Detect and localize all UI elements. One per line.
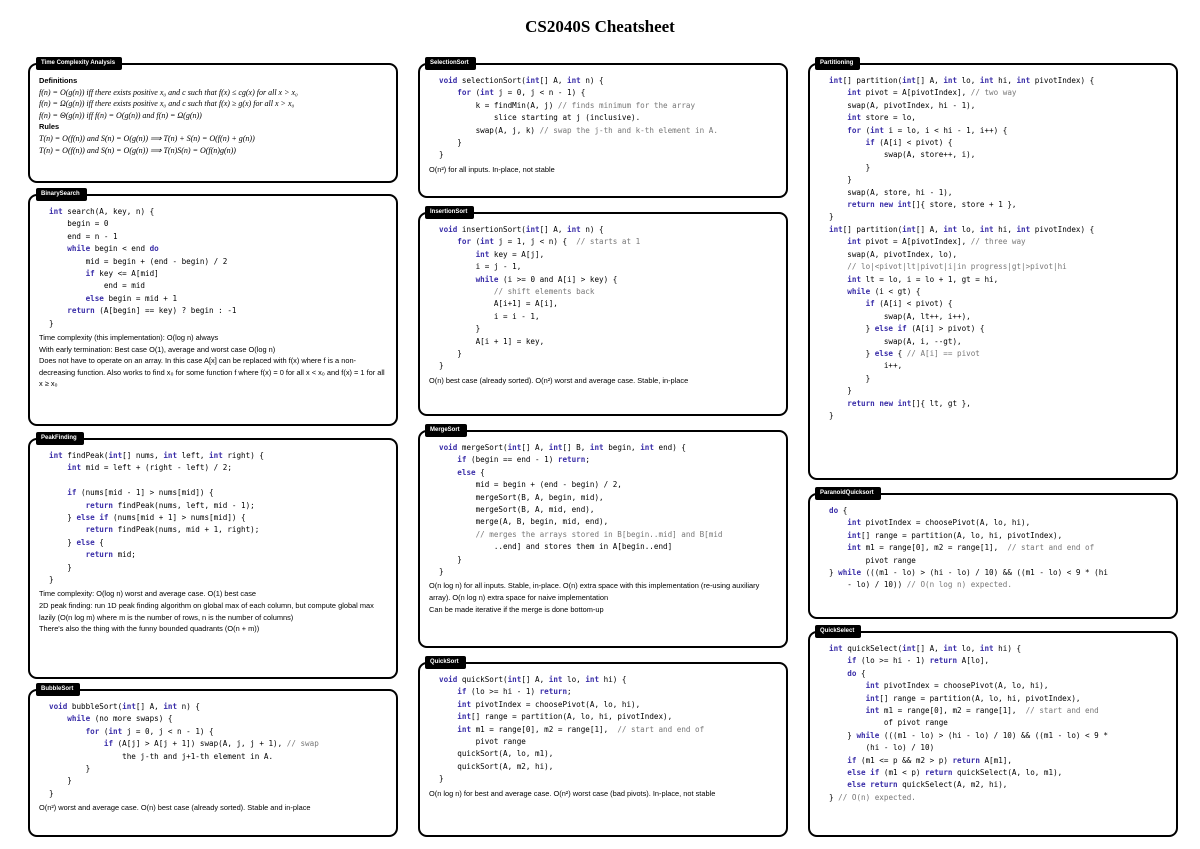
code-line: int m1 = range[0], m2 = range[1], // start and end of bbox=[847, 543, 1095, 553]
code-line: int search(A, key, n) { bbox=[49, 207, 155, 216]
section-tag: PeakFinding bbox=[36, 432, 84, 445]
code-line: } else if (nums[mid + 1] > nums[mid]) { bbox=[49, 513, 246, 523]
code-block bbox=[439, 442, 778, 578]
code-line: } bbox=[829, 410, 834, 420]
code-line: return mid; bbox=[85, 550, 136, 560]
code-line: int m1 = range[0], m2 = range[1], // start and end bbox=[865, 706, 1099, 716]
binary-search-box bbox=[28, 194, 398, 426]
code-line: return findPeak(nums, left, mid - 1); bbox=[85, 500, 255, 510]
code-line: swap(A, lt++, i++), bbox=[829, 311, 971, 321]
code-line: else return quickSelect(A, m2, hi), bbox=[847, 780, 1008, 790]
code-line: mergeSort(B, A, begin, mid), bbox=[439, 492, 604, 502]
code-line: return new int[]{ store, store + 1 }, bbox=[847, 200, 1017, 210]
notes-block bbox=[39, 802, 388, 814]
code-line: } bbox=[49, 318, 54, 328]
code-line: } else if (A[i] > pivot) { bbox=[829, 324, 985, 334]
code-line: int[] range = partition(A, lo, hi, pivotIndex), bbox=[865, 693, 1081, 703]
code-block bbox=[49, 450, 388, 586]
code-line: mid = begin + (end - begin) / 2 bbox=[49, 256, 228, 266]
code-line: void bubbleSort(int[] A, int n) { bbox=[49, 702, 200, 711]
code-line: while (no more swaps) { bbox=[67, 714, 173, 724]
code-line: mid = begin + (end - begin) / 2, bbox=[439, 480, 622, 490]
code-line: } bbox=[439, 361, 444, 371]
code-line: int pivot = A[pivotIndex], // two way bbox=[847, 88, 1017, 98]
note-line: O(n log n) for all inputs. Stable, in-place. O(n) extra space with this implementation (re-using auxiliary array). O(n log n) extra space for naive implementation bbox=[429, 581, 760, 603]
notes-block bbox=[429, 164, 778, 176]
code-line: } bbox=[439, 324, 481, 334]
code-line: for (int j = 0, j < n - 1) { bbox=[85, 726, 214, 736]
code-line: if (nums[mid - 1] > nums[mid]) { bbox=[67, 488, 214, 498]
note-line: O(n log n) for best and average case. O(n²) worst case (bad pivots). In-place, not stable bbox=[429, 788, 716, 798]
note-line: There's also the thing with the funny bounded quadrants (O(n + m)) bbox=[39, 624, 260, 634]
code-line: the j-th and j+1-th element in A. bbox=[49, 751, 274, 761]
code-line: } bbox=[439, 774, 444, 784]
section-tag: Partitioning bbox=[815, 57, 860, 70]
code-line: (hi - lo) / 10) bbox=[829, 743, 935, 753]
subheading: Rules bbox=[39, 122, 60, 132]
code-line: mergeSort(B, A, mid, end), bbox=[439, 505, 595, 515]
code-line: } bbox=[829, 373, 871, 383]
code-line: i = i - 1, bbox=[439, 311, 540, 321]
code-line: int pivotIndex = choosePivot(A, lo, hi), bbox=[457, 699, 641, 709]
code-line: return findPeak(nums, mid + 1, right); bbox=[85, 525, 260, 535]
quick-select-box bbox=[808, 631, 1178, 837]
code-line: void insertionSort(int[] A, int n) { bbox=[439, 225, 604, 234]
code-line: for (int i = lo, i < hi - 1, i++) { bbox=[847, 125, 1008, 135]
code-line: while (i >= 0 and A[i] > key) { bbox=[475, 274, 618, 284]
notes-block bbox=[429, 375, 778, 387]
time-complexity-box bbox=[28, 63, 398, 183]
code-line: } bbox=[829, 162, 871, 172]
code-line: int store = lo, bbox=[847, 113, 916, 123]
section-tag: BinarySearch bbox=[36, 188, 87, 201]
code-line: int[] range = partition(A, lo, hi, pivotIndex), bbox=[457, 712, 673, 722]
section-tag: ParanoidQuicksort bbox=[815, 487, 881, 500]
section-tag: MergeSort bbox=[425, 424, 467, 437]
quick-sort-box bbox=[418, 662, 788, 837]
code-line: } while (((m1 - lo) > (hi - lo) / 10) && ((m1 - lo) < 9 * bbox=[829, 730, 1108, 740]
note-line: With early termination: Best case O(1), average and worst case O(log n) bbox=[39, 344, 276, 354]
code-line: } bbox=[49, 788, 54, 798]
formula-line: T(n) = O(f(n)) and S(n) = O(g(n)) ⟹ T(n)S(n) = O(f(n)g(n)) bbox=[39, 145, 236, 155]
code-line: for (int j = 1, j < n) { // starts at 1 bbox=[457, 237, 641, 247]
formula-line: f(n) = Ω(g(n)) iff there exists positive x₀ and c such that f(x) ≥ g(x) for all x > x₀ bbox=[39, 99, 295, 109]
code-line: } bbox=[439, 567, 444, 577]
code-block bbox=[829, 505, 1168, 592]
code-line: slice starting at j (inclusive). bbox=[439, 113, 641, 123]
note-line: 2D peak finding: run 1D peak finding algorithm on global max of each column, but compute global max lazily (O(n log m) where m is the number of rows, n is the number of columns) bbox=[39, 601, 374, 622]
code-line: int mid = left + (right - left) / 2; bbox=[67, 463, 232, 473]
code-line: int[] range = partition(A, lo, hi, pivotIndex), bbox=[847, 530, 1063, 540]
code-line: else { bbox=[457, 467, 485, 477]
code-line: if (lo >= hi - 1) return; bbox=[457, 687, 572, 697]
bubble-sort-box bbox=[28, 689, 398, 837]
code-block bbox=[829, 75, 1168, 422]
code-line: swap(A, store++, i), bbox=[829, 150, 976, 160]
section-tag: Time Complexity Analysis bbox=[36, 57, 122, 70]
note-line: Can be made iterative if the merge is done bottom-up bbox=[429, 604, 604, 614]
notes-block bbox=[39, 588, 388, 634]
subheading: Definitions bbox=[39, 76, 78, 85]
code-line: } bbox=[829, 212, 834, 222]
code-line: int pivotIndex = choosePivot(A, lo, hi), bbox=[847, 518, 1031, 528]
code-line: do { bbox=[829, 506, 848, 515]
code-block bbox=[439, 224, 778, 373]
code-line: // lo|<pivot|lt|pivot|i|in progress|gt|>pivot|hi bbox=[847, 262, 1067, 272]
code-line: int[] partition(int[] A, int lo, int hi, int pivotIndex) { bbox=[829, 76, 1095, 85]
code-block bbox=[439, 674, 778, 786]
code-line: else begin = mid + 1 bbox=[85, 293, 178, 303]
code-line: swap(A, store, hi - 1), bbox=[829, 187, 953, 197]
code-block bbox=[829, 643, 1168, 804]
code-line bbox=[49, 475, 388, 487]
code-line: swap(A, pivotIndex, hi - 1), bbox=[829, 100, 976, 110]
notes-block bbox=[429, 788, 778, 800]
code-line: } // O(n) expected. bbox=[829, 792, 916, 802]
formula-line: T(n) = O(f(n)) and S(n) = O(g(n)) ⟹ T(n) + S(n) = O(f(n) + g(n)) bbox=[39, 133, 255, 143]
code-line: void selectionSort(int[] A, int n) { bbox=[439, 76, 604, 85]
code-block bbox=[439, 75, 778, 162]
code-line: int[] partition(int[] A, int lo, int hi, int pivotIndex) { bbox=[829, 224, 1095, 234]
code-line: if (m1 <= p && m2 > p) return A[m1], bbox=[847, 755, 1012, 765]
note-line: Does not have to operate on an array. In this case A[x] can be replaced with f(x) where f is a non-decreasing function. Also works to find x₀ for some function f where f(x) = 0 for all x < x₀ and f(x) = 1 for all x ≥ x₀ bbox=[39, 356, 385, 389]
code-line: while (i < gt) { bbox=[847, 286, 921, 296]
code-line: } bbox=[439, 554, 462, 564]
page-title: CS2040S Cheatsheet bbox=[525, 17, 675, 36]
code-line: return new int[]{ lt, gt }, bbox=[847, 398, 971, 408]
code-line: for (int j = 0, j < n - 1) { bbox=[457, 88, 586, 98]
code-line: } bbox=[439, 349, 462, 359]
selection-sort-box bbox=[418, 63, 788, 198]
code-line: end = n - 1 bbox=[49, 231, 118, 241]
code-line: } bbox=[49, 776, 72, 786]
code-line: pivot range bbox=[439, 737, 526, 747]
code-line: int findPeak(int[] nums, int left, int right) { bbox=[49, 451, 264, 460]
formula-line: f(n) = Θ(g(n)) iff f(n) = O(g(n)) and f(n) = Ω(g(n)) bbox=[39, 110, 202, 120]
paranoid-quicksort-box bbox=[808, 493, 1178, 619]
code-line: i = j - 1, bbox=[439, 262, 522, 272]
code-line: } bbox=[49, 764, 91, 774]
code-line: i++, bbox=[829, 361, 903, 371]
code-line: A[i+1] = A[i], bbox=[439, 299, 558, 309]
code-line: int quickSelect(int[] A, int lo, int hi) { bbox=[829, 644, 1022, 653]
code-line: int lt = lo, i = lo + 1, gt = hi, bbox=[847, 274, 999, 284]
notes-block bbox=[429, 580, 778, 615]
code-line: } bbox=[439, 150, 444, 160]
code-line: pivot range bbox=[829, 555, 916, 565]
code-line: } bbox=[49, 562, 72, 572]
code-line: else if (m1 < p) return quickSelect(A, lo, m1), bbox=[847, 768, 1063, 778]
code-line: int m1 = range[0], m2 = range[1], // start and end of bbox=[457, 724, 705, 734]
code-line: } bbox=[829, 175, 852, 185]
code-line: if (begin == end - 1) return; bbox=[457, 455, 590, 465]
formula-line: f(n) = O(g(n)) iff there exists positive x₀ and c such that f(x) ≤ cg(x) for all x > x₀ bbox=[39, 87, 298, 97]
code-line: void quickSort(int[] A, int lo, int hi) { bbox=[439, 675, 627, 684]
code-line: } else { bbox=[49, 537, 104, 547]
partitioning-box bbox=[808, 63, 1178, 480]
code-line: } bbox=[49, 575, 54, 585]
note-line: Time complexity (this implementation): O(log n) always bbox=[39, 333, 219, 343]
section-tag: SelectionSort bbox=[425, 57, 476, 70]
section-tag: InsertionSort bbox=[425, 206, 474, 219]
code-line: return (A[begin] == key) ? begin : -1 bbox=[67, 306, 237, 316]
peak-finding-box bbox=[28, 438, 398, 679]
code-line: if (A[j] > A[j + 1]) swap(A, j, j + 1), // swap bbox=[103, 739, 319, 749]
code-line: } bbox=[829, 386, 852, 396]
code-line: - lo) / 10)) // O(n log n) expected. bbox=[829, 580, 1012, 590]
code-line: ..end] and stores them in A[begin..end] bbox=[439, 542, 673, 552]
code-block bbox=[49, 206, 388, 330]
code-line: if (A[i] < pivot) { bbox=[865, 138, 953, 148]
code-line: // merges the arrays stored in B[begin..mid] and B[mid bbox=[475, 529, 723, 539]
code-line: // shift elements back bbox=[493, 287, 595, 297]
code-line: swap(A, i, --gt), bbox=[829, 336, 962, 346]
section-tag: QuickSelect bbox=[815, 625, 861, 638]
code-line: do { bbox=[847, 668, 866, 678]
code-line: } else { // A[i] == pivot bbox=[829, 348, 980, 358]
code-line: swap(A, j, k) // swap the j-th and k-th element in A. bbox=[439, 125, 718, 135]
section-tag: QuickSort bbox=[425, 656, 466, 669]
merge-sort-box bbox=[418, 430, 788, 648]
code-line: of pivot range bbox=[829, 718, 948, 728]
code-line: if (A[i] < pivot) { bbox=[865, 299, 953, 309]
notes-block bbox=[39, 332, 388, 390]
code-line: k = findMin(A, j) // finds minimum for the array bbox=[439, 100, 696, 110]
text-block bbox=[39, 75, 388, 156]
code-line: while begin < end do bbox=[67, 244, 159, 254]
code-line: quickSort(A, m2, hi), bbox=[439, 761, 554, 771]
code-line: quickSort(A, lo, m1), bbox=[439, 749, 554, 759]
code-block bbox=[49, 701, 388, 800]
code-line: void mergeSort(int[] A, int[] B, int begin, int end) { bbox=[439, 443, 686, 452]
code-line: A[i + 1] = key, bbox=[439, 336, 545, 346]
code-line: } while (((m1 - lo) > (hi - lo) / 10) && ((m1 - lo) < 9 * (hi bbox=[829, 568, 1108, 578]
code-line: int pivot = A[pivotIndex], // three way bbox=[847, 237, 1026, 247]
code-line: int pivotIndex = choosePivot(A, lo, hi), bbox=[865, 681, 1049, 691]
note-line: Time complexity: O(log n) worst and average case. O(1) best case bbox=[39, 589, 257, 599]
note-line: O(n) best case (already sorted). O(n²) worst and average case. Stable, in-place bbox=[429, 375, 689, 385]
code-line: if (lo >= hi - 1) return A[lo], bbox=[847, 656, 990, 666]
note-line: O(n²) worst and average case. O(n) best case (already sorted). Stable and in-place bbox=[39, 803, 311, 813]
code-line: if key <= A[mid] bbox=[85, 269, 159, 279]
section-tag: BubbleSort bbox=[36, 683, 80, 696]
note-line: O(n²) for all inputs. In-place, not stable bbox=[429, 164, 555, 174]
code-line: merge(A, B, begin, mid, end), bbox=[439, 517, 609, 527]
code-line: begin = 0 bbox=[49, 219, 109, 229]
code-line: } bbox=[439, 138, 462, 148]
code-line: int key = A[j], bbox=[475, 249, 545, 259]
code-line: end = mid bbox=[49, 281, 146, 291]
code-line: swap(A, pivotIndex, lo), bbox=[829, 249, 958, 259]
insertion-sort-box bbox=[418, 212, 788, 416]
